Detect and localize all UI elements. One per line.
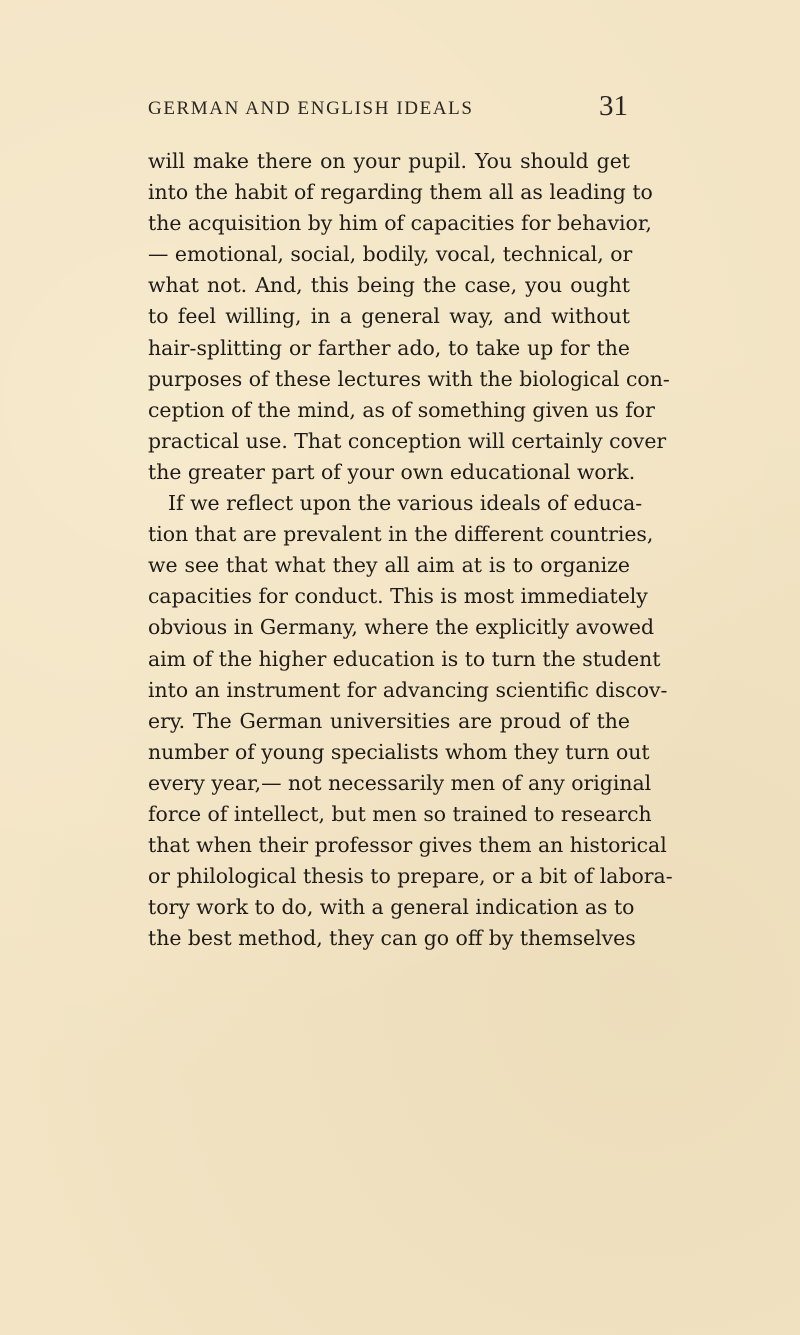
text-line: to feel willing, in a general way, and without <box>148 304 630 329</box>
text-line: into the habit of regarding them all as leading to <box>148 180 653 205</box>
text-line: number of young specialists whom they turn out <box>148 739 650 764</box>
text-line: tion that are prevalent in the different countries, <box>148 522 654 547</box>
paragraph-2 <box>148 488 673 954</box>
text-line: or philological thesis to prepare, or a bit of labora- <box>148 864 673 889</box>
text-line: the best method, they can go off by themselves <box>148 926 636 951</box>
text-line: — emotional, social, bodily, vocal, technical, or <box>148 242 633 267</box>
text-line: the acquisition by him of capacities for behavior, <box>148 211 652 236</box>
running-head <box>148 90 628 124</box>
text-line: every year,— not necessarily men of any original <box>148 770 652 795</box>
page-number: 31 <box>599 90 628 122</box>
text-line: that when their professor gives them an historical <box>148 833 667 858</box>
text-line: ery. The German universities are proud of the <box>148 708 630 733</box>
text-line: into an instrument for advancing scientific discov- <box>148 677 668 702</box>
text-line: the greater part of your own educational work. <box>148 459 636 484</box>
text-line: force of intellect, but men so trained to research <box>148 801 652 826</box>
text-line: aim of the higher education is to turn the student <box>148 646 661 671</box>
text-line: practical use. That conception will certainly cover <box>148 428 667 453</box>
text-line: purposes of these lectures with the biological con- <box>148 366 670 391</box>
text-line: capacities for conduct. This is most immediately <box>148 584 648 609</box>
text-line: we see that what they all aim at is to organize <box>148 553 630 578</box>
text-line: what not. And, this being the case, you ought <box>148 273 630 298</box>
running-title: GERMAN AND ENGLISH IDEALS <box>148 98 474 119</box>
text-line: If we reflect upon the various ideals of educa- <box>168 491 643 516</box>
paragraph-1 <box>148 146 670 488</box>
body-text <box>148 146 673 954</box>
text-line: tory work to do, with a general indication as to <box>148 895 635 920</box>
text-line: ception of the mind, as of something given us for <box>148 397 655 422</box>
text-line: obvious in Germany, where the explicitly avowed <box>148 615 655 640</box>
text-line: hair-splitting or farther ado, to take up for the <box>148 335 630 360</box>
text-line: will make there on your pupil. You should get <box>148 149 630 173</box>
